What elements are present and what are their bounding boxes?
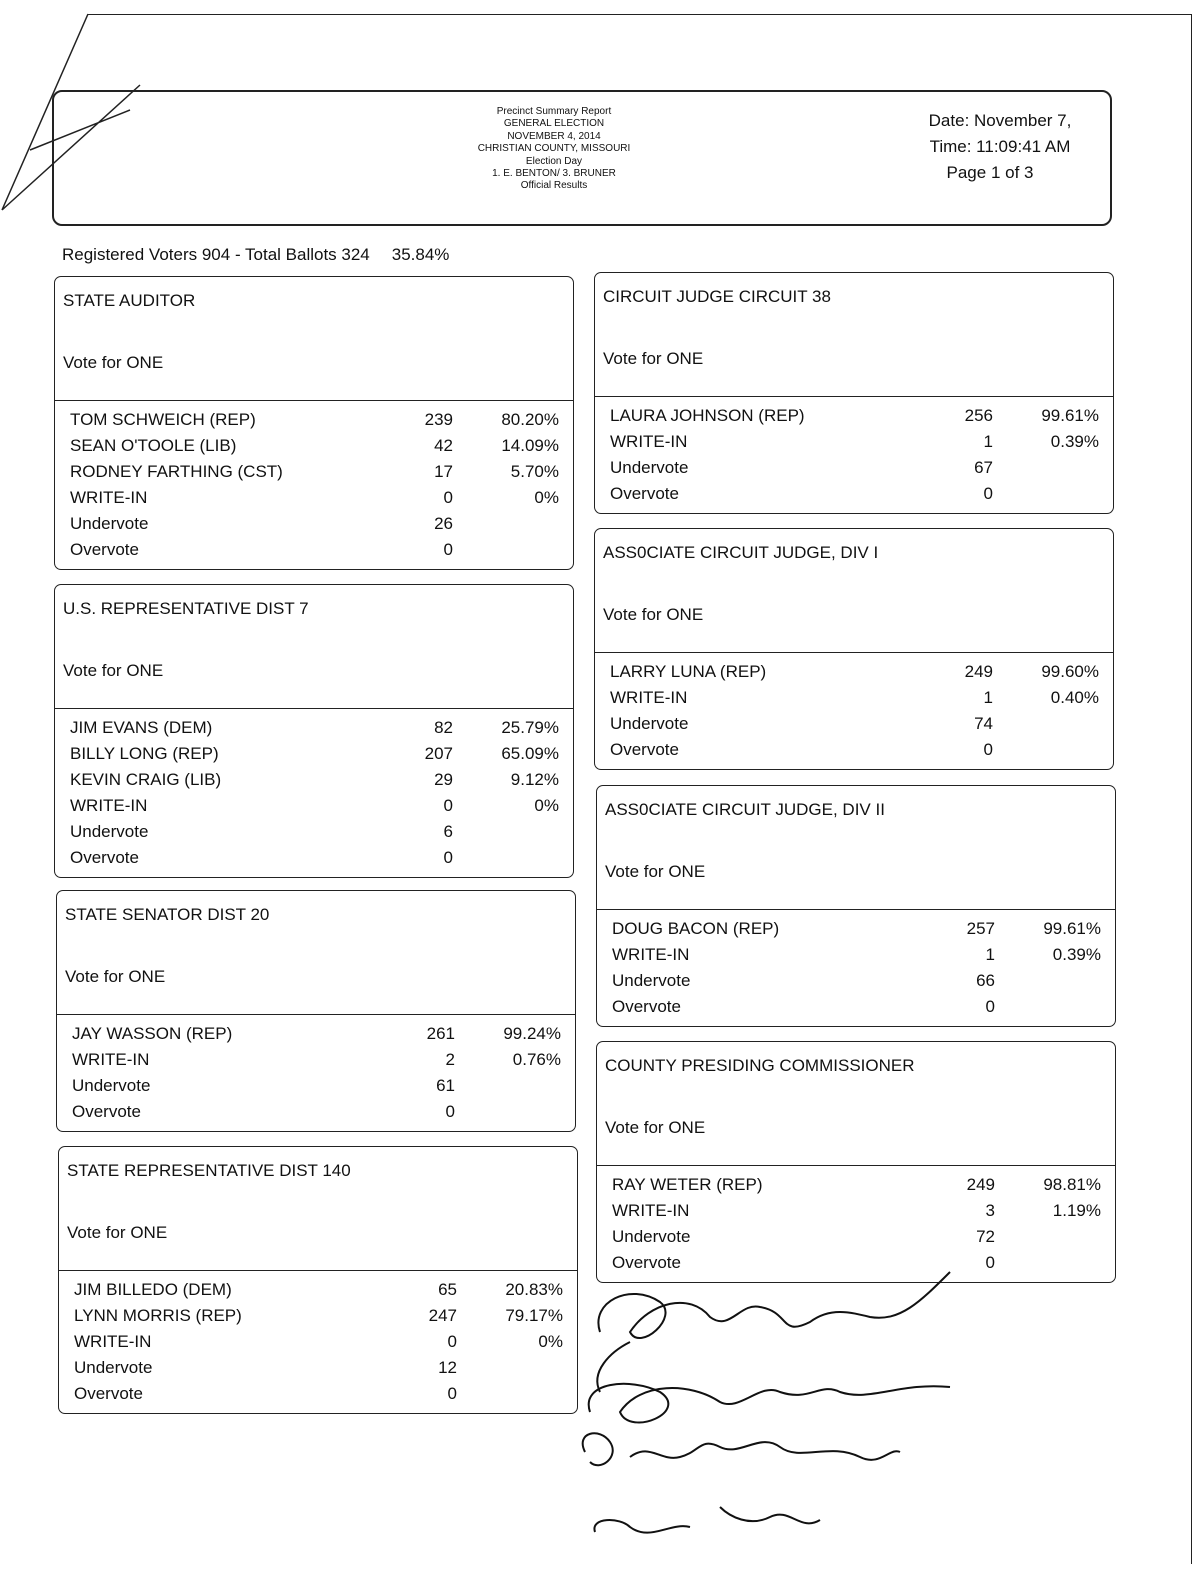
vote-percent: 0% bbox=[534, 796, 559, 815]
candidate-name: Undervote bbox=[70, 822, 149, 841]
candidate-name: Undervote bbox=[74, 1358, 153, 1377]
candidate-name: Undervote bbox=[610, 458, 689, 477]
candidate-name: JIM EVANS (DEM) bbox=[70, 718, 213, 737]
registered-total: Registered Voters 904 - Total Ballots 324 bbox=[62, 245, 370, 264]
vote-count: 61 bbox=[436, 1076, 455, 1095]
vote-percent: 0.76% bbox=[512, 1050, 561, 1069]
header-line: Precinct Summary Report bbox=[496, 106, 612, 117]
candidate-name: Overvote bbox=[612, 997, 681, 1016]
candidate-name: WRITE-IN bbox=[610, 688, 688, 707]
vote-count: 0 bbox=[443, 848, 453, 867]
vote-for-label: Vote for ONE bbox=[65, 967, 166, 986]
result-row bbox=[57, 1073, 575, 1099]
vote-for-label: Vote for ONE bbox=[67, 1223, 168, 1242]
candidate-name: BILLY LONG (REP) bbox=[70, 744, 219, 763]
race-box bbox=[594, 528, 1114, 770]
result-row bbox=[595, 711, 1113, 737]
race-header bbox=[55, 277, 573, 401]
candidate-name: TOM SCHWEICH (REP) bbox=[70, 410, 256, 429]
vote-count: 42 bbox=[434, 436, 453, 455]
candidate-name: WRITE-IN bbox=[70, 796, 148, 815]
candidate-name: RAY WETER (REP) bbox=[612, 1175, 763, 1194]
result-row bbox=[595, 429, 1113, 455]
race-header bbox=[59, 1147, 577, 1271]
result-row bbox=[595, 737, 1113, 763]
vote-percent: 0.40% bbox=[1050, 688, 1099, 707]
vote-count: 1 bbox=[983, 688, 993, 707]
candidate-name: SEAN O'TOOLE (LIB) bbox=[70, 436, 237, 455]
result-row bbox=[597, 994, 1115, 1020]
race-box bbox=[56, 890, 576, 1132]
candidate-name: Overvote bbox=[612, 1253, 681, 1272]
candidate-name: Overvote bbox=[72, 1102, 141, 1121]
vote-count: 1 bbox=[983, 432, 993, 451]
vote-count: 74 bbox=[974, 714, 993, 733]
vote-percent: 79.17% bbox=[505, 1306, 563, 1325]
result-row bbox=[55, 715, 573, 741]
result-row bbox=[59, 1329, 577, 1355]
vote-count: 66 bbox=[976, 971, 995, 990]
vote-count: 29 bbox=[434, 770, 453, 789]
race-title: ASS0CIATE CIRCUIT JUDGE, DIV II bbox=[605, 800, 885, 819]
result-row bbox=[59, 1277, 577, 1303]
candidate-name: Overvote bbox=[74, 1384, 143, 1403]
race-header bbox=[597, 786, 1115, 910]
result-row bbox=[55, 407, 573, 433]
results-list bbox=[55, 401, 573, 569]
results-list bbox=[59, 1271, 577, 1413]
vote-count: 0 bbox=[985, 997, 995, 1016]
vote-count: 17 bbox=[434, 462, 453, 481]
result-row bbox=[55, 537, 573, 563]
vote-percent: 0% bbox=[538, 1332, 563, 1351]
candidate-name: KEVIN CRAIG (LIB) bbox=[70, 770, 222, 789]
results-list bbox=[597, 910, 1115, 1026]
result-row bbox=[55, 845, 573, 871]
vote-for-label: Vote for ONE bbox=[603, 349, 704, 368]
result-row bbox=[595, 685, 1113, 711]
vote-count: 256 bbox=[964, 406, 993, 425]
result-row bbox=[57, 1047, 575, 1073]
race-header bbox=[57, 891, 575, 1015]
vote-percent: 99.60% bbox=[1041, 662, 1099, 681]
race-title: U.S. REPRESENTATIVE DIST 7 bbox=[63, 599, 309, 618]
candidate-name: Undervote bbox=[70, 514, 149, 533]
result-row bbox=[55, 793, 573, 819]
candidate-name: Undervote bbox=[612, 971, 691, 990]
vote-count: 1 bbox=[985, 945, 995, 964]
result-row bbox=[55, 511, 573, 537]
race-title: CIRCUIT JUDGE CIRCUIT 38 bbox=[603, 287, 831, 306]
vote-percent: 99.24% bbox=[503, 1024, 561, 1043]
result-row bbox=[597, 1224, 1115, 1250]
race-box bbox=[54, 276, 574, 570]
candidate-name: Overvote bbox=[610, 740, 679, 759]
candidate-name: Overvote bbox=[610, 484, 679, 503]
vote-count: 72 bbox=[976, 1227, 995, 1246]
report-date: Date: November 7, bbox=[928, 111, 1072, 130]
result-row bbox=[59, 1355, 577, 1381]
candidate-name: WRITE-IN bbox=[70, 488, 148, 507]
vote-count: 0 bbox=[983, 740, 993, 759]
result-row bbox=[57, 1099, 575, 1125]
turnout-line bbox=[62, 245, 471, 265]
vote-count: 0 bbox=[983, 484, 993, 503]
candidate-name: WRITE-IN bbox=[74, 1332, 152, 1351]
results-list bbox=[57, 1015, 575, 1131]
candidate-name: WRITE-IN bbox=[612, 1201, 690, 1220]
result-row bbox=[55, 433, 573, 459]
race-header bbox=[595, 273, 1113, 397]
vote-count: 207 bbox=[424, 744, 453, 763]
vote-for-label: Vote for ONE bbox=[603, 605, 704, 624]
results-list bbox=[55, 709, 573, 877]
race-header bbox=[597, 1042, 1115, 1166]
candidate-name: WRITE-IN bbox=[72, 1050, 150, 1069]
candidate-name: Overvote bbox=[70, 540, 139, 559]
vote-count: 3 bbox=[985, 1201, 995, 1220]
result-row bbox=[59, 1303, 577, 1329]
vote-percent: 98.81% bbox=[1043, 1175, 1101, 1194]
vote-count: 0 bbox=[445, 1102, 455, 1121]
vote-for-label: Vote for ONE bbox=[63, 661, 164, 680]
candidate-name: DOUG BACON (REP) bbox=[612, 919, 780, 938]
vote-percent: 65.09% bbox=[501, 744, 559, 763]
race-header bbox=[55, 585, 573, 709]
header-line: 1. E. BENTON/ 3. BRUNER bbox=[492, 168, 616, 180]
vote-count: 261 bbox=[426, 1024, 455, 1043]
vote-count: 249 bbox=[964, 662, 993, 681]
race-box bbox=[596, 785, 1116, 1027]
vote-percent: 80.20% bbox=[501, 410, 559, 429]
vote-percent: 9.12% bbox=[510, 770, 559, 789]
vote-for-label: Vote for ONE bbox=[63, 353, 164, 372]
vote-count: 2 bbox=[445, 1050, 455, 1069]
vote-count: 82 bbox=[434, 718, 453, 737]
vote-count: 239 bbox=[424, 410, 453, 429]
vote-count: 0 bbox=[985, 1253, 995, 1272]
vote-for-label: Vote for ONE bbox=[605, 1118, 706, 1137]
vote-count: 0 bbox=[443, 540, 453, 559]
result-row bbox=[57, 1021, 575, 1047]
result-row bbox=[595, 403, 1113, 429]
header-line: GENERAL ELECTION bbox=[503, 118, 605, 130]
candidate-name: JIM BILLEDO (DEM) bbox=[74, 1280, 232, 1299]
race-box bbox=[54, 584, 574, 878]
vote-count: 0 bbox=[447, 1384, 457, 1403]
race-box bbox=[58, 1146, 578, 1414]
vote-percent: 20.83% bbox=[505, 1280, 563, 1299]
candidate-name: Undervote bbox=[72, 1076, 151, 1095]
vote-count: 0 bbox=[443, 488, 453, 507]
vote-count: 26 bbox=[434, 514, 453, 533]
result-row bbox=[55, 767, 573, 793]
vote-count: 0 bbox=[447, 1332, 457, 1351]
result-row bbox=[55, 741, 573, 767]
result-row bbox=[595, 455, 1113, 481]
race-title: COUNTY PRESIDING COMMISSIONER bbox=[605, 1056, 915, 1075]
result-row bbox=[595, 481, 1113, 507]
result-row bbox=[597, 942, 1115, 968]
result-row bbox=[595, 659, 1113, 685]
vote-count: 249 bbox=[966, 1175, 995, 1194]
vote-percent: 0.39% bbox=[1050, 432, 1099, 451]
vote-percent: 1.19% bbox=[1052, 1201, 1101, 1220]
report-header bbox=[52, 90, 1112, 226]
vote-percent: 99.61% bbox=[1041, 406, 1099, 425]
result-row bbox=[597, 1172, 1115, 1198]
candidate-name: Undervote bbox=[610, 714, 689, 733]
result-row bbox=[597, 916, 1115, 942]
results-list bbox=[595, 653, 1113, 769]
report-time: Time: 11:09:41 AM bbox=[929, 137, 1071, 156]
vote-count: 67 bbox=[974, 458, 993, 477]
vote-percent: 0% bbox=[534, 488, 559, 507]
vote-percent: 99.61% bbox=[1043, 919, 1101, 938]
results-list bbox=[595, 397, 1113, 513]
vote-count: 0 bbox=[443, 796, 453, 815]
result-row bbox=[55, 459, 573, 485]
vote-count: 6 bbox=[443, 822, 453, 841]
result-row bbox=[59, 1381, 577, 1407]
header-line: NOVEMBER 4, 2014 bbox=[507, 130, 601, 142]
result-row bbox=[597, 1198, 1115, 1224]
vote-count: 12 bbox=[438, 1358, 457, 1377]
result-row bbox=[55, 485, 573, 511]
vote-percent: 0.39% bbox=[1052, 945, 1101, 964]
signatures-image bbox=[570, 1262, 990, 1562]
vote-for-label: Vote for ONE bbox=[605, 862, 706, 881]
vote-percent: 25.79% bbox=[501, 718, 559, 737]
candidate-name: WRITE-IN bbox=[612, 945, 690, 964]
vote-count: 247 bbox=[428, 1306, 457, 1325]
candidate-name: JAY WASSON (REP) bbox=[72, 1024, 233, 1043]
candidate-name: RODNEY FARTHING (CST) bbox=[70, 462, 283, 481]
candidate-name: LAURA JOHNSON (REP) bbox=[610, 406, 805, 425]
race-title: STATE REPRESENTATIVE DIST 140 bbox=[67, 1161, 351, 1180]
vote-count: 257 bbox=[966, 919, 995, 938]
race-title: STATE SENATOR DIST 20 bbox=[65, 905, 270, 924]
race-header bbox=[595, 529, 1113, 653]
candidate-name: LARRY LUNA (REP) bbox=[610, 662, 767, 681]
header-line: Election Day bbox=[525, 155, 583, 167]
page-number: Page 1 of 3 bbox=[946, 163, 1034, 182]
race-box bbox=[594, 272, 1114, 514]
turnout-percent: 35.84% bbox=[391, 245, 450, 264]
result-row bbox=[597, 968, 1115, 994]
vote-percent: 14.09% bbox=[501, 436, 559, 455]
candidate-name: Undervote bbox=[612, 1227, 691, 1246]
report-meta bbox=[900, 108, 1100, 186]
result-row bbox=[55, 819, 573, 845]
candidate-name: Overvote bbox=[70, 848, 139, 867]
candidate-name: LYNN MORRIS (REP) bbox=[74, 1306, 242, 1325]
candidate-name: WRITE-IN bbox=[610, 432, 688, 451]
race-title: STATE AUDITOR bbox=[63, 291, 196, 310]
header-line: CHRISTIAN COUNTY, MISSOURI bbox=[477, 143, 631, 155]
vote-count: 65 bbox=[438, 1280, 457, 1299]
vote-percent: 5.70% bbox=[510, 462, 559, 481]
report-title-block bbox=[444, 106, 664, 193]
race-box bbox=[596, 1041, 1116, 1283]
header-line: Official Results bbox=[520, 180, 588, 192]
race-title: ASS0CIATE CIRCUIT JUDGE, DIV I bbox=[603, 543, 879, 562]
